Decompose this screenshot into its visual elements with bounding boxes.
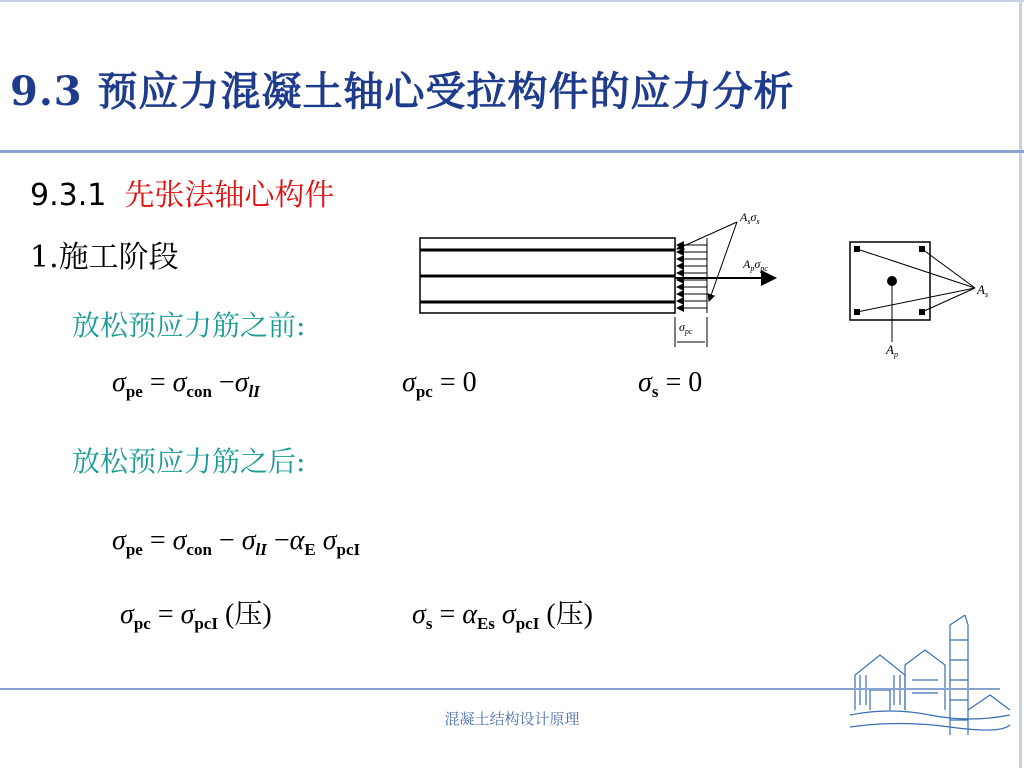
footer-text: 混凝土结构设计原理 [444,710,580,728]
compression-arrows [677,245,707,308]
frame-right-line [1019,0,1022,768]
label-as-sigma-s: $A_s\sigma_s$ [740,210,760,226]
label-ap-sigma-pc: $A_p\sigma_{pc}$ [743,257,768,273]
label-ap: $A_p$ [886,342,898,359]
eq-sigma-pc-after: $\sigma_{pc} = \sigma_{pcI}$ (压) [120,599,272,633]
title-divider [0,150,1024,153]
eq-sigma-pe-after: $\sigma_{pe} = \sigma_{con} - \sigma_{lI} -\alpha_E$ $\sigma_{pcI}$ [112,525,361,559]
eq-sigma-s-after: $\sigma_s = \alpha_{Es}$ $\sigma_{pcI}$ (压) [412,599,593,633]
slide-title: 9.3 预应力混凝土轴心受拉构件的应力分析 [10,68,795,115]
section-label: 先张法轴心构件 [124,178,335,213]
eq-sigma-pc-before: $\sigma_{pc} = 0$ [402,367,477,401]
section-heading [30,170,334,214]
before-release-label: 放松预应力筋之前: [72,309,306,342]
section-number: 9.3.1 [30,178,107,213]
member-elevation-diagram [415,205,800,355]
frame-top-line [0,0,1024,2]
footer-divider [0,688,1000,690]
stage-heading: 1.施工阶段 [30,240,179,275]
after-release-label: 放松预应力筋之后: [72,445,306,478]
leader-as-bottom [709,222,737,301]
eq-sigma-s-before: $\sigma_s = 0$ [638,367,703,401]
building-illustration [850,615,1015,750]
label-as: $A_s$ [977,282,989,299]
label-sigma-pc: $\sigma_{pc}$ [679,320,693,336]
cross-section-diagram [840,230,1000,365]
eq-sigma-pe-before: $\sigma_{pe} = \sigma_{con} -\sigma_{lI}$ [112,367,260,401]
